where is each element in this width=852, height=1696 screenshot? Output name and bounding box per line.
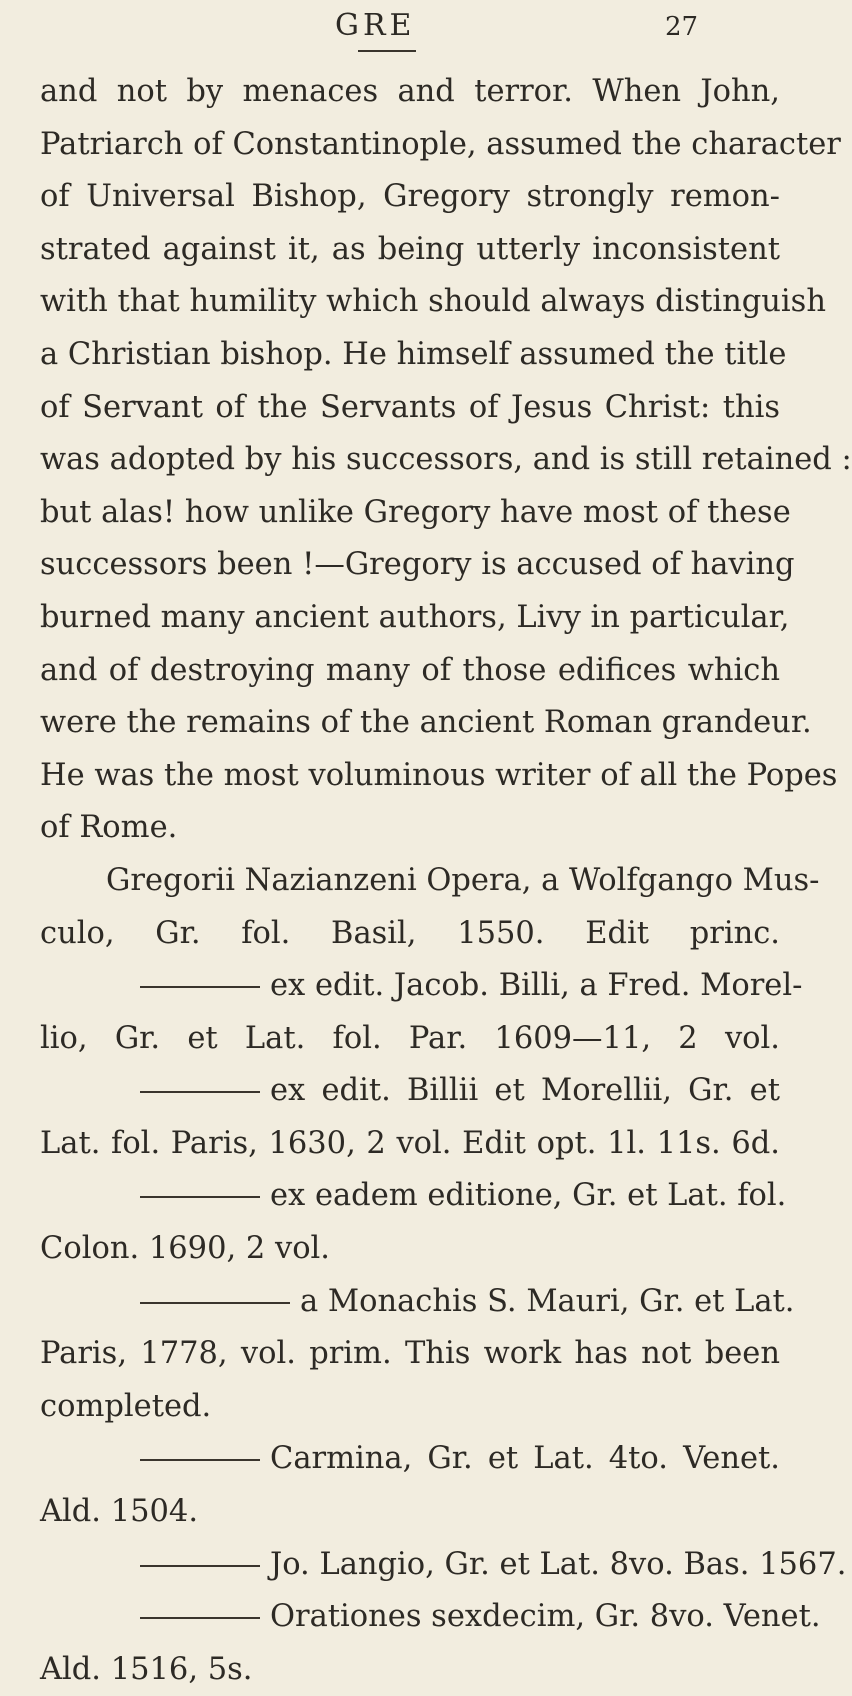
text-line: and not by menaces and terror. When John,	[40, 74, 780, 109]
text-line: of Universal Bishop, Gregory strongly remon-	[40, 179, 780, 215]
text-line: and of destroying many of those edifices which	[40, 652, 780, 688]
bibliography-line: Colon. 1690, 2 vol.	[40, 1231, 331, 1267]
text-line: strated against it, as being utterly inconsistent	[40, 231, 780, 267]
ditto-dash	[140, 1091, 260, 1093]
text-line: successors been !—Gregory is accused of having	[40, 547, 795, 583]
bibliography-line: Ald. 1516, 5s.	[40, 1651, 253, 1687]
bibliography-entry	[40, 960, 803, 1013]
text-line: were the remains of the ancient Roman grandeur.	[40, 705, 812, 741]
ditto-dash	[140, 1196, 260, 1198]
bibliography-entry	[40, 1065, 780, 1118]
ditto-dash	[140, 1565, 260, 1567]
bibliography-line: Paris, 1778, vol. prim. This work has not been	[40, 1336, 780, 1372]
bibliography-line: completed.	[40, 1388, 212, 1424]
page-header	[0, 8, 800, 48]
bibliography-line: Lat. fol. Paris, 1630, 2 vol. Edit opt. 1l. 11s. 6d.	[40, 1125, 780, 1161]
text-line: but alas! how unlike Gregory have most of these	[40, 494, 791, 530]
text-line: burned many ancient authors, Livy in particular,	[40, 599, 790, 635]
text-line: of Servant of the Servants of Jesus Christ: this	[40, 389, 780, 425]
bibliography-entry	[40, 1591, 821, 1644]
text-line: Patriarch of Constantinople, assumed the character	[40, 126, 841, 162]
ditto-dash	[140, 1617, 260, 1619]
entry-text: Jo. Langio, Gr. et Lat. 8vo. Bas. 1567.	[270, 1546, 847, 1582]
entry-text: a Monachis S. Mauri, Gr. et Lat.	[300, 1283, 795, 1319]
entry-text: Orationes sexdecim, Gr. 8vo. Venet.	[270, 1599, 821, 1635]
page-number: 27	[665, 12, 699, 42]
bibliography-line: Ald. 1504.	[40, 1494, 199, 1530]
ditto-dash	[140, 1302, 290, 1304]
bibliography-entry	[40, 1539, 847, 1592]
entry-text: ex edit. Jacob. Billi, a Fred. Morel-	[270, 968, 803, 1004]
text-line: of Rome.	[40, 810, 178, 846]
bibliography-entry	[40, 1433, 780, 1486]
text-line: was adopted by his successors, and is still retained :	[40, 442, 852, 478]
entry-text: ex edit. Billii et Morellii, Gr. et	[270, 1073, 780, 1109]
ditto-dash	[140, 1459, 260, 1461]
bibliography-entry: Gregorii Nazianzeni Opera, a Wolfgango Mus-	[106, 862, 820, 898]
entry-text: ex eadem editione, Gr. et Lat. fol.	[270, 1178, 787, 1214]
bibliography-entry	[40, 1170, 787, 1223]
text-line: He was the most voluminous writer of all the Popes	[40, 757, 838, 793]
text-line: a Christian bishop. He himself assumed the title	[40, 336, 787, 372]
bibliography-line: lio, Gr. et Lat. fol. Par. 1609—11, 2 vol.	[40, 1020, 780, 1056]
bibliography-entry	[40, 1276, 795, 1329]
bibliography-line: culo, Gr. fol. Basil, 1550. Edit princ.	[40, 915, 780, 951]
header-rule	[358, 50, 416, 52]
text-line: with that humility which should always distinguish	[40, 284, 826, 320]
ditto-dash	[140, 986, 260, 988]
running-head: GRE	[335, 8, 416, 43]
main-text	[40, 66, 852, 1696]
entry-text: Carmina, Gr. et Lat. 4to. Venet.	[270, 1441, 780, 1477]
